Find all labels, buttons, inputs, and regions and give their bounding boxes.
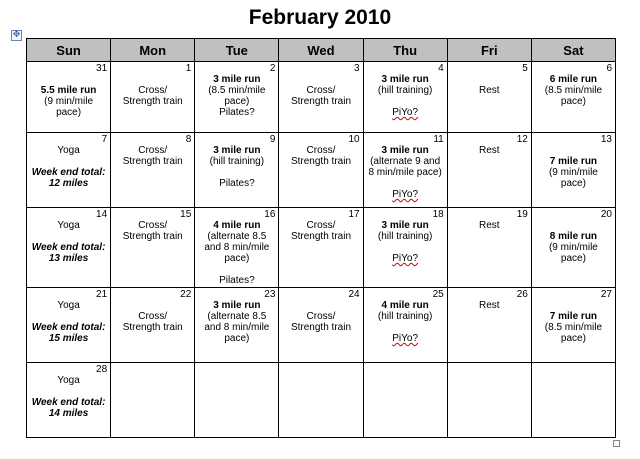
- line-spacer: [282, 300, 359, 311]
- day-cell[interactable]: [27, 363, 111, 438]
- day-cell[interactable]: [363, 133, 447, 208]
- workout-title: 3 mile run: [213, 145, 261, 156]
- line-spacer: [367, 96, 444, 107]
- day-number: 19: [516, 209, 528, 220]
- workout-title: 5.5 mile run: [40, 85, 97, 96]
- workout-detail: (8.5 min/mile: [544, 322, 603, 333]
- day-cell[interactable]: [447, 133, 531, 208]
- day-number: 31: [96, 63, 108, 74]
- workout-detail: 8 min/mile pace): [368, 167, 442, 178]
- workout-title: 7 mile run: [549, 156, 598, 167]
- workout-detail: Yoga: [57, 220, 80, 231]
- line-spacer: [535, 145, 612, 156]
- workout-detail: Yoga: [57, 300, 80, 311]
- workout-title: 3 mile run: [381, 220, 429, 231]
- workout-title: 3 mile run: [213, 300, 261, 311]
- workout-detail: (alternate 9 and: [370, 156, 441, 167]
- workout-detail: Rest: [478, 300, 500, 311]
- day-number: 8: [185, 134, 192, 145]
- day-cell[interactable]: [447, 62, 531, 133]
- day-number: 21: [96, 289, 108, 300]
- day-cell[interactable]: [279, 363, 363, 438]
- day-number: 7: [101, 134, 108, 145]
- workout-title: 8 mile run: [549, 231, 598, 242]
- line-spacer: [535, 300, 612, 311]
- workout-detail: pace): [224, 253, 250, 264]
- day-number: 16: [264, 209, 276, 220]
- day-cell[interactable]: [195, 133, 279, 208]
- weekday-header-sat: Sat: [531, 39, 615, 62]
- week-row: [27, 62, 616, 133]
- workout-detail: Strength train: [290, 322, 352, 333]
- weekday-header-tue: Tue: [195, 39, 279, 62]
- calendar-table: [26, 38, 616, 438]
- line-spacer: [198, 167, 275, 178]
- day-number: 15: [180, 209, 192, 220]
- workout-title: 4 mile run: [381, 300, 429, 311]
- day-cell[interactable]: [279, 133, 363, 208]
- day-cell[interactable]: [279, 62, 363, 133]
- table-move-handle-icon[interactable]: ✥: [12, 30, 21, 40]
- workout-detail: PiYo?: [392, 107, 419, 118]
- week-total-text: 12 miles: [48, 178, 89, 189]
- workout-detail: Pilates?: [219, 275, 255, 286]
- day-cell[interactable]: [111, 288, 195, 363]
- week-row: [27, 363, 616, 438]
- weekday-header-row: [27, 39, 616, 62]
- day-number: 12: [516, 134, 528, 145]
- workout-title: 3 mile run: [381, 145, 429, 156]
- table-resize-handle-icon[interactable]: [613, 440, 620, 447]
- day-number: 18: [432, 209, 444, 220]
- workout-detail: Rest: [478, 85, 500, 96]
- day-cell[interactable]: [111, 133, 195, 208]
- workout-detail: Strength train: [122, 156, 183, 167]
- day-number: 14: [96, 209, 108, 220]
- workout-detail: Rest: [478, 220, 500, 231]
- workout-detail: Cross/: [138, 311, 168, 322]
- workout-detail: Rest: [478, 145, 500, 156]
- workout-detail: Cross/: [138, 145, 168, 156]
- day-cell[interactable]: [363, 208, 447, 288]
- day-cell[interactable]: [111, 363, 195, 438]
- workout-detail: Pilates?: [219, 107, 255, 118]
- workout-detail: and 8 min/mile: [204, 242, 270, 253]
- day-cell[interactable]: [27, 288, 111, 363]
- workout-detail: Strength train: [122, 322, 183, 333]
- day-cell[interactable]: [531, 133, 615, 208]
- day-cell[interactable]: [447, 208, 531, 288]
- workout-detail: Yoga: [57, 145, 80, 156]
- day-number: 20: [600, 209, 612, 220]
- workout-detail: (hill training): [209, 156, 265, 167]
- day-number: 2: [269, 63, 276, 74]
- workout-detail: pace): [224, 333, 250, 344]
- workout-detail: pace): [560, 96, 586, 107]
- day-cell[interactable]: [363, 288, 447, 363]
- line-spacer: [282, 74, 359, 85]
- week-total-text: Week end total:: [31, 167, 106, 178]
- day-number: 9: [269, 134, 276, 145]
- line-spacer: [30, 74, 107, 85]
- day-cell[interactable]: [27, 208, 111, 288]
- day-number: 1: [185, 63, 192, 74]
- day-cell[interactable]: [531, 288, 615, 363]
- day-cell[interactable]: [447, 363, 531, 438]
- workout-detail: (9 min/mile: [548, 167, 598, 178]
- workout-detail: (hill training): [377, 85, 433, 96]
- workout-detail: Cross/: [306, 311, 336, 322]
- weekday-header-wed: Wed: [279, 39, 363, 62]
- calendar-body: [27, 62, 616, 438]
- week-total-text: Week end total:: [31, 242, 106, 253]
- workout-detail: Cross/: [306, 220, 336, 231]
- workout-detail: (hill training): [377, 311, 433, 322]
- line-spacer: [30, 311, 107, 322]
- day-number: 22: [180, 289, 192, 300]
- week-total-text: 14 miles: [48, 408, 89, 419]
- workout-detail: (alternate 8.5: [207, 231, 267, 242]
- workout-detail: Yoga: [57, 375, 80, 386]
- workout-detail: pace): [560, 253, 586, 264]
- workout-detail: (8.5 min/mile: [544, 85, 603, 96]
- day-number: 28: [96, 364, 108, 375]
- workout-title: 6 mile run: [549, 74, 598, 85]
- day-number: 27: [600, 289, 612, 300]
- day-cell[interactable]: [111, 208, 195, 288]
- line-spacer: [535, 220, 612, 231]
- workout-title: 4 mile run: [213, 220, 261, 231]
- line-spacer: [114, 300, 191, 311]
- day-cell[interactable]: [531, 208, 615, 288]
- day-cell[interactable]: [363, 62, 447, 133]
- workout-detail: Strength train: [290, 231, 352, 242]
- day-number: 3: [354, 63, 360, 74]
- workout-detail: and 8 min/mile: [204, 322, 270, 333]
- workout-detail: Cross/: [306, 85, 336, 96]
- workout-detail: PiYo?: [392, 333, 419, 344]
- workout-detail: PiYo?: [392, 253, 419, 264]
- week-total-text: Week end total:: [31, 322, 106, 333]
- line-spacer: [451, 74, 528, 85]
- week-row: [27, 133, 616, 208]
- workout-detail: Cross/: [138, 220, 168, 231]
- weekday-header-sun: Sun: [27, 39, 111, 62]
- day-cell[interactable]: [279, 208, 363, 288]
- day-cell[interactable]: [27, 133, 111, 208]
- line-spacer: [367, 178, 444, 189]
- weekday-header-thu: Thu: [363, 39, 447, 62]
- workout-detail: Strength train: [122, 96, 183, 107]
- day-cell[interactable]: [531, 363, 615, 438]
- workout-title: 3 mile run: [381, 74, 429, 85]
- workout-detail: Cross/: [306, 145, 336, 156]
- workout-detail: Strength train: [122, 231, 183, 242]
- workout-title: 3 mile run: [213, 74, 261, 85]
- workout-detail: PiYo?: [392, 189, 419, 200]
- day-cell[interactable]: [447, 288, 531, 363]
- line-spacer: [114, 74, 191, 85]
- day-number: 10: [348, 134, 360, 145]
- workout-detail: (hill training): [377, 231, 433, 242]
- day-cell[interactable]: [195, 62, 279, 133]
- day-number: 23: [264, 289, 276, 300]
- day-cell[interactable]: [111, 62, 195, 133]
- workout-detail: pace): [560, 178, 586, 189]
- week-total-text: Week end total:: [31, 397, 106, 408]
- day-number: 6: [606, 63, 612, 74]
- line-spacer: [30, 386, 107, 397]
- week-total-text: 13 miles: [48, 253, 89, 264]
- day-cell[interactable]: [363, 363, 447, 438]
- day-cell[interactable]: [279, 288, 363, 363]
- day-cell[interactable]: [27, 62, 111, 133]
- line-spacer: [30, 156, 107, 167]
- line-spacer: [30, 231, 107, 242]
- day-cell[interactable]: [195, 208, 279, 288]
- day-number: 26: [516, 289, 528, 300]
- calendar-title: February 2010: [248, 6, 392, 29]
- workout-detail: pace): [560, 333, 586, 344]
- workout-title: 7 mile run: [549, 311, 598, 322]
- workout-detail: pace): [56, 107, 82, 118]
- workout-detail: pace): [224, 96, 250, 107]
- week-row: [27, 288, 616, 363]
- workout-detail: (9 min/mile: [548, 242, 598, 253]
- weekday-header-fri: Fri: [447, 39, 531, 62]
- day-number: 13: [600, 134, 612, 145]
- day-cell[interactable]: [195, 288, 279, 363]
- week-row: [27, 208, 616, 288]
- day-number: 24: [348, 289, 360, 300]
- workout-detail: Cross/: [138, 85, 168, 96]
- line-spacer: [367, 322, 444, 333]
- workout-detail: (9 min/mile: [44, 96, 94, 107]
- day-number: 17: [348, 209, 360, 220]
- workout-detail: (alternate 8.5: [207, 311, 267, 322]
- day-number: 11: [433, 134, 444, 145]
- workout-detail: Strength train: [290, 96, 352, 107]
- day-number: 4: [438, 63, 444, 74]
- day-cell[interactable]: [195, 363, 279, 438]
- line-spacer: [367, 242, 444, 253]
- workout-detail: Pilates?: [219, 178, 255, 189]
- weekday-header-mon: Mon: [111, 39, 195, 62]
- line-spacer: [198, 264, 275, 275]
- workout-detail: (8.5 min/mile: [208, 85, 266, 96]
- day-number: 25: [432, 289, 444, 300]
- week-total-text: 15 miles: [48, 333, 89, 344]
- workout-detail: Strength train: [290, 156, 352, 167]
- day-number: 5: [522, 63, 528, 74]
- day-cell[interactable]: [531, 62, 615, 133]
